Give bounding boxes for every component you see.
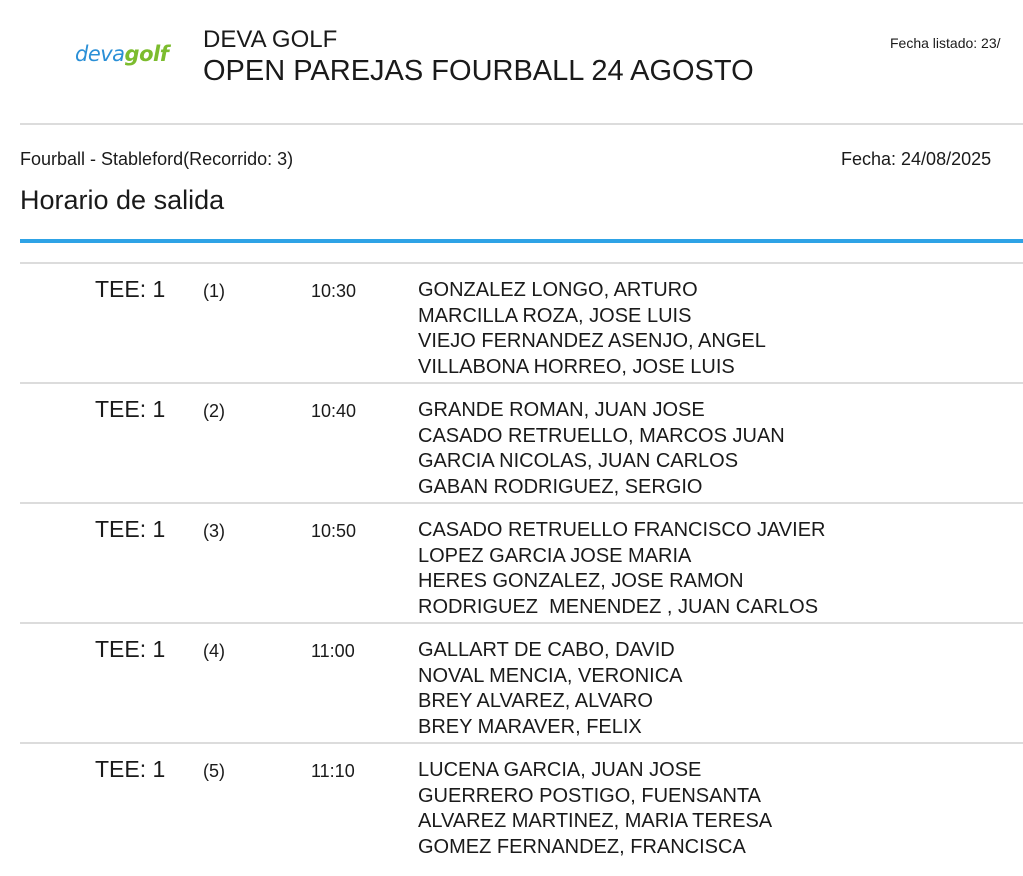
organization-name: DEVA GOLF	[203, 26, 338, 53]
start-time: 10:50	[311, 521, 357, 541]
tournament-title: OPEN PAREJAS FOURBALL 24 AGOSTO	[203, 55, 754, 87]
group-number: (5)	[203, 761, 225, 781]
competition-date: Fecha: 24/08/2025	[841, 149, 992, 169]
player-name: GARCIA NICOLAS, JUAN CARLOS	[418, 450, 739, 472]
player-list	[418, 278, 766, 380]
tee-time-row	[20, 382, 1023, 502]
player-name: NOVAL MENCIA, VERONICA	[418, 664, 683, 687]
logo-deva-text: deva	[75, 42, 125, 66]
player-name: RODRIGUEZ MENENDEZ , JUAN CARLOS	[418, 595, 819, 618]
competition-format: Fourball - Stableford(Recorrido: 3)	[20, 149, 294, 169]
player-name: VIEJO FERNANDEZ ASENJO, ANGEL	[418, 330, 766, 352]
tee-time-row	[20, 502, 1023, 622]
player-name: GABAN RODRIGUEZ, SERGIO	[418, 475, 703, 498]
player-list	[418, 518, 825, 620]
tee-label: TEE: 1	[95, 516, 166, 542]
tee-label: TEE: 1	[95, 756, 166, 782]
player-name: MARCILLA ROZA, JOSE LUIS	[418, 304, 692, 327]
player-list	[418, 638, 683, 740]
player-name: GRANDE ROMAN, JUAN JOSE	[418, 399, 705, 421]
player-name: ALVAREZ MARTINEZ, MARIA TERESA	[418, 810, 773, 832]
player-name: CASADO RETRUELLO, MARCOS JUAN	[418, 424, 785, 447]
player-name: GALLART DE CABO, DAVID	[418, 639, 675, 661]
player-name: VILLABONA HORREO, JOSE LUIS	[418, 355, 735, 378]
start-time: 11:10	[311, 761, 355, 781]
player-name: BREY ALVAREZ, ALVARO	[418, 690, 653, 712]
player-name: CASADO RETRUELLO FRANCISCO JAVIER	[418, 519, 826, 541]
player-name: GONZALEZ LONGO, ARTURO	[418, 279, 698, 301]
player-list	[418, 398, 785, 500]
tee-label: TEE: 1	[95, 636, 166, 662]
player-name: BREY MARAVER, FELIX	[418, 715, 642, 738]
group-number: (4)	[203, 641, 225, 661]
player-name: LUCENA GARCIA, JUAN JOSE	[418, 759, 702, 781]
tee-time-row	[20, 742, 1023, 862]
player-name: LOPEZ GARCIA JOSE MARIA	[418, 544, 692, 567]
start-time: 10:40	[311, 401, 357, 421]
player-name: GUERRERO POSTIGO, FUENSANTA	[418, 784, 761, 807]
start-time: 10:30	[311, 281, 357, 301]
logo	[75, 44, 168, 65]
tee-time-row	[20, 262, 1023, 382]
start-time: 11:00	[311, 641, 355, 661]
group-number: (1)	[203, 281, 225, 301]
player-name: GOMEZ FERNANDEZ, FRANCISCA	[418, 835, 746, 858]
logo-golf-text: golf	[124, 42, 169, 66]
player-list	[418, 758, 772, 860]
group-number: (2)	[203, 401, 225, 421]
tee-label: TEE: 1	[95, 396, 166, 422]
header-divider	[20, 123, 1023, 125]
tee-time-list	[20, 262, 1023, 862]
tee-time-row	[20, 622, 1023, 742]
tee-label: TEE: 1	[95, 276, 166, 302]
section-divider	[20, 239, 1023, 243]
player-name: HERES GONZALEZ, JOSE RAMON	[418, 570, 744, 592]
listing-date: Fecha listado: 23/	[890, 35, 1001, 51]
group-number: (3)	[203, 521, 225, 541]
section-title: Horario de salida	[20, 185, 225, 215]
